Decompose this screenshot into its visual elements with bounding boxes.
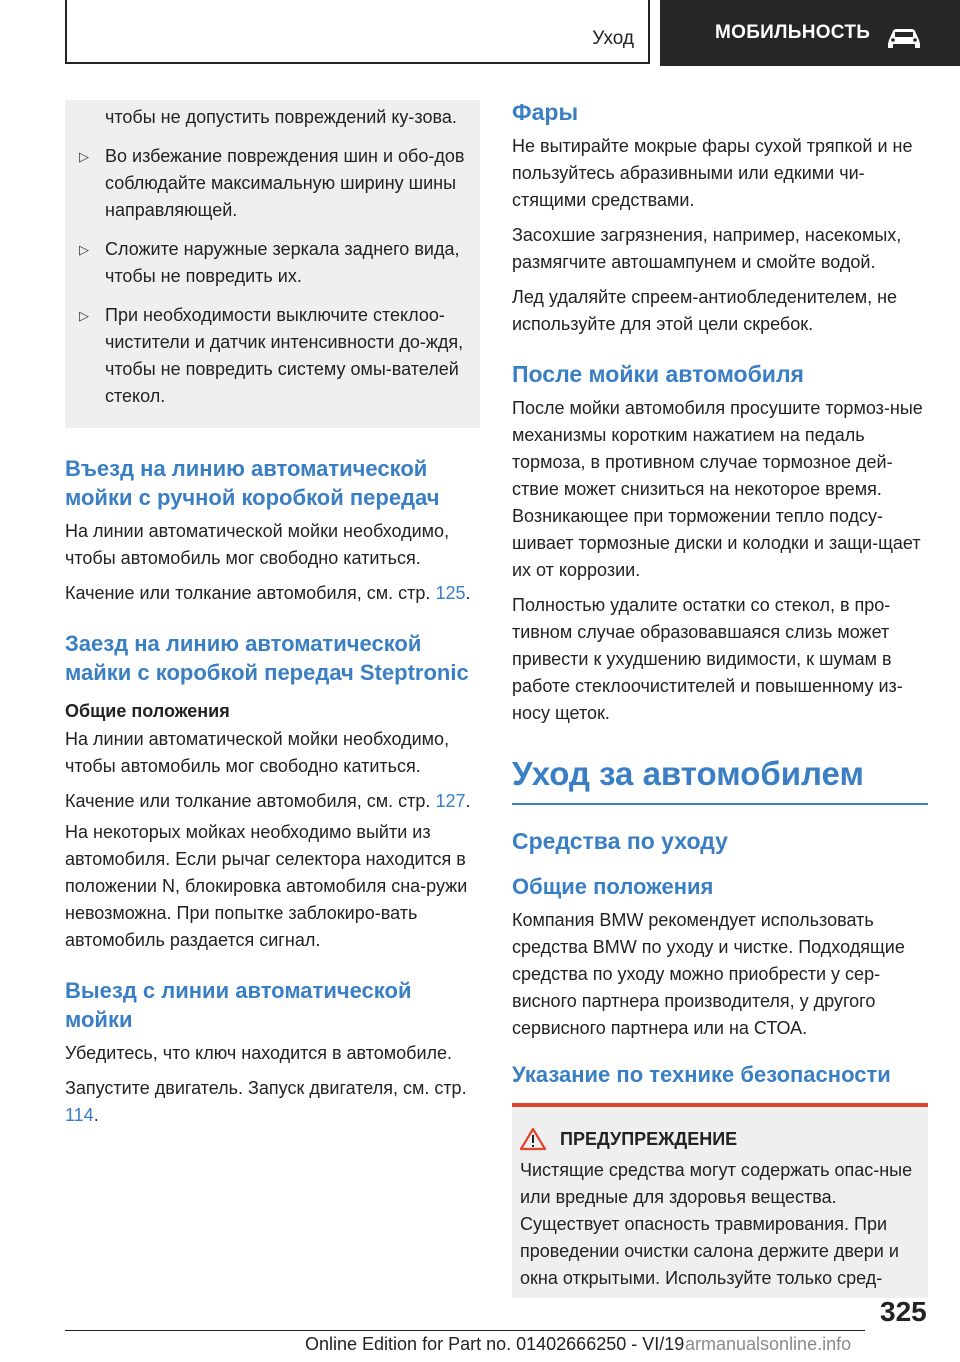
paragraph: Убедитесь, что ключ находится в автомобиле. (65, 1043, 453, 1063)
section-heading: Фары (512, 99, 579, 125)
warning-text: Чистящие средства могут содержать опас-ные или вредные для здоровья вещества. Существует опасность травмирования. При проведении очистки салона держите двери и окна открытыми. Используйте только сред- (520, 1160, 913, 1288)
paragraph: На линии автоматической мойки необходимо, чтобы автомобиль мог свободно катиться. (65, 521, 450, 568)
paragraph: На некоторых мойках необходимо выйти из автомобиля. Если рычаг селектора находится в положении N, блокировка автомобиля сна-ружи невозможна. При попытке заблокиро-вать автомобиль раздается сигнал. (65, 822, 468, 950)
triangle-bullet-icon: ▷ (79, 242, 89, 257)
paragraph: Компания BMW рекомендует использовать средства BMW по уходу и чистке. Подходящие средства по уходу можно приобрести у сер-висного партнера производителя, у другого сервисного партнера или на СТОА. (512, 910, 905, 1038)
section-heading: Средства по уходу (512, 828, 728, 854)
section-heading: Въезд на линию автоматической мойки с ручной коробкой передач (65, 456, 440, 510)
list-item: ▷ Во избежание повреждения шин и обо-дов соблюдайте максимальную ширину шины направляющей. (77, 143, 468, 224)
edition-text: Online Edition for Part no. 01402666250 - VI/19 (305, 1334, 685, 1354)
paragraph: Полностью удалите остатки со стекол, в про-тивном случае образовавшаяся слизь может привести к ухудшению видимости, к шумам в работе стеклоочистителей и повышенному из-носу щеток. (512, 595, 903, 723)
paragraph: Запустите двигатель. Запуск двигателя, см. стр. 114. (65, 1078, 467, 1125)
watermark: armanualsonline.info (685, 1334, 852, 1354)
triangle-bullet-icon: ▷ (79, 149, 89, 164)
warning-title: ПРЕДУПРЕЖДЕНИЕ (560, 1128, 738, 1149)
chapter-tab (660, 0, 960, 66)
paragraph: На линии автоматической мойки необходимо, чтобы автомобиль мог свободно катиться. (65, 729, 450, 776)
page-link[interactable]: 125 (435, 583, 466, 603)
right-column (512, 98, 928, 1298)
paragraph: Лед удаляйте спреем-антиобледенителем, не используйте для этой цели скребок. (512, 287, 898, 334)
paragraph: Качение или толкание автомобиля, см. стр. 125. (65, 583, 471, 603)
page-header (0, 0, 960, 66)
paragraph: Засохшие загрязнения, например, насекомых, размягчите автошампунем и смойте водой. (512, 225, 902, 272)
section-heading: Заезд на линию автоматической майки с коробкой передач Steptronic (65, 631, 469, 685)
chapter-heading: Уход за автомобилем (512, 755, 928, 805)
section-box (65, 0, 650, 64)
paragraph: Не вытирайте мокрые фары сухой тряпкой и не пользуйтесь абразивными или едкими чи-стящими средствами. (512, 136, 913, 210)
instruction-box (65, 100, 480, 428)
section-heading: После мойки автомобиля (512, 361, 804, 387)
car-icon (885, 26, 923, 48)
page-number: 325 (880, 1296, 927, 1327)
list-item: ▷ Сложите наружные зеркала заднего вида, чтобы не повредить их. (77, 236, 468, 290)
left-column (65, 100, 480, 1137)
section-heading: Выезд с линии автоматической мойки (65, 978, 412, 1032)
warning-triangle-icon (520, 1127, 546, 1151)
paragraph: После мойки автомобиля просушите тормоз-ные механизмы коротким нажатием на педаль тормоза, в противном случае тормозное дей-ствие может снизиться на некоторое время. Возникающее при торможении тепло подсу-шивает тормозные диски и колодки и защи-щает их от коррозии. (512, 398, 923, 580)
page-link[interactable]: 127 (435, 791, 466, 811)
subheading: Общие положения (65, 701, 230, 721)
section-title: Уход (592, 28, 634, 49)
subsection-heading: Общие положения (512, 874, 714, 899)
warning-box (512, 1103, 928, 1298)
paragraph: Качение или толкание автомобиля, см. стр. 127. (65, 791, 471, 811)
warning-header (520, 1127, 920, 1151)
list-item: ▷ При необходимости выключите стеклоо-чистители и датчик интенсивности до-ждя, чтобы не повредить систему омы-вателей стекол. (77, 302, 468, 410)
footer-divider (65, 1330, 865, 1331)
chapter-title: МОБИЛЬНОСТЬ (715, 22, 871, 43)
subsection-heading: Указание по технике безопасности (512, 1062, 891, 1087)
page-link[interactable]: 114 (65, 1105, 94, 1125)
list-item: чтобы не допустить повреждений ку-зова. (105, 107, 457, 127)
triangle-bullet-icon: ▷ (79, 308, 89, 323)
